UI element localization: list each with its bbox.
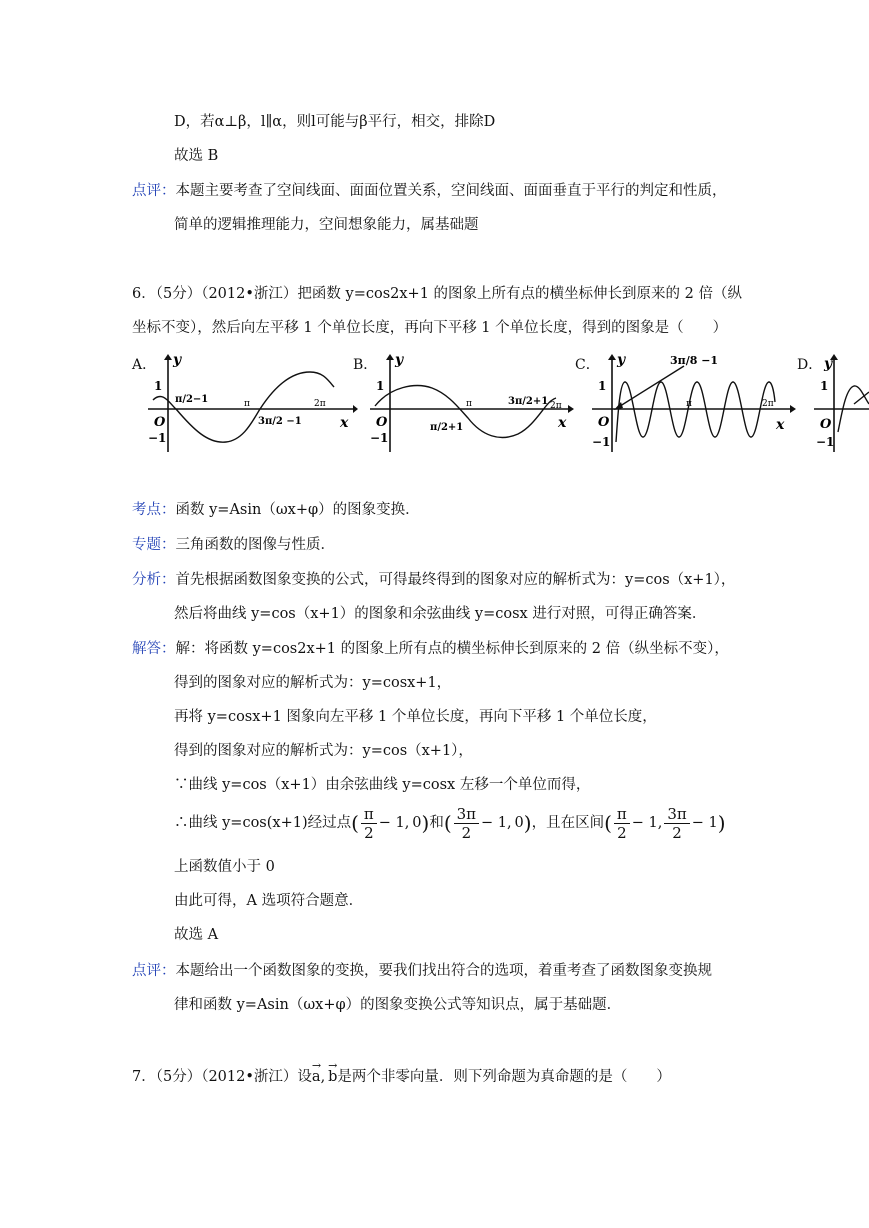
- a-origin-label: O: [154, 415, 166, 430]
- dianping-text-2: 律和函数 y=Asin（ωx+φ）的图象变换公式等知识点，属于基础题．: [174, 997, 622, 1013]
- c-tick-1: 3π/8 −1: [670, 354, 719, 367]
- b-x-label: x: [558, 415, 567, 431]
- a-x-label: x: [340, 415, 349, 431]
- jieda-tag: 解答：: [132, 641, 176, 657]
- frac-pi-over-2: $\frac{\pi}{2}$: [361, 805, 377, 842]
- jieda-formula-c: ，且在区间: [531, 815, 605, 831]
- review-line-2: 简单的逻辑推理能力，空间想象能力，属基础题: [174, 217, 479, 233]
- review-line-1: 本题主要考查了空间线面、面面位置关系，空间线面、面面垂直于平行的判定和性质，: [175, 183, 727, 199]
- jieda-line: [132, 639, 729, 659]
- option-a-label[interactable]: A．: [132, 357, 157, 373]
- a-tick-3: 3π/2 −1: [258, 416, 302, 427]
- review-tag: 点评：: [132, 183, 176, 199]
- dianping-tag: 点评：: [132, 963, 176, 979]
- a-tick-1: π/2−1: [175, 394, 209, 405]
- jieda-text-5: ∵曲线 y=cos（x+1）由余弦曲线 y=cosx 左移一个单位而得，: [174, 777, 591, 793]
- jieda-text-1: 解：将函数 y=cos2x+1 的图象上所有点的横坐标伸长到原来的 2 倍（纵坐标不变），: [175, 641, 729, 657]
- kaodian-line: [132, 500, 420, 520]
- frac-pi-over-2-interval: $\frac{\pi}{2}$: [614, 805, 630, 842]
- d-origin-label: O: [820, 417, 832, 432]
- jieda-text-8: 由此可得，A 选项符合题意．: [174, 893, 364, 909]
- vector-a: → a: [312, 1067, 321, 1087]
- fenxi-text-1: 首先根据函数图象变换的公式，可得最终得到的图象对应的解析式为：y=cos（x+1），: [175, 572, 736, 588]
- vector-b: → b: [328, 1067, 337, 1087]
- d-one-label: 1: [820, 379, 829, 393]
- q6-stem-line-2: 坐标不变），然后向左平移 1 个单位长度，再向下平移 1 个单位长度，得到的图象是（ ）: [132, 320, 728, 336]
- a-y-label: y: [173, 352, 182, 368]
- c-x-label: x: [776, 417, 785, 433]
- option-b-label[interactable]: B．: [353, 357, 378, 373]
- prev-line-d: D，若α⊥β，l∥α，则l可能与β平行，相交，排除D: [174, 114, 496, 130]
- jieda-text-4: 得到的图象对应的解析式为：y=cos（x+1），: [174, 743, 473, 759]
- prev-review: [132, 181, 727, 201]
- b-y-label: y: [395, 352, 404, 368]
- b-one-label: 1: [376, 379, 385, 393]
- fenxi-line: [132, 570, 735, 590]
- prev-answer: 故选 B: [174, 148, 219, 164]
- b-tick-4: 2π: [550, 401, 562, 411]
- option-d-graph[interactable]: [814, 352, 869, 452]
- jieda-text-2: 得到的图象对应的解析式为：y=cosx+1，: [174, 675, 452, 691]
- a-tick-4: 2π: [314, 399, 326, 409]
- dianping-text-1: 本题给出一个函数图象的变换，要我们找出符合的选项，着重考查了函数图象变换规: [175, 963, 712, 979]
- b-tick-1: π/2+1: [430, 422, 464, 433]
- b-tick-3: 3π/2+1: [508, 396, 549, 407]
- jieda-text-9: 故选 A: [174, 927, 219, 943]
- a-tick-2: π: [244, 399, 250, 409]
- option-a-graph[interactable]: [148, 352, 358, 452]
- d-neg-one-label: −1: [816, 435, 835, 449]
- c-tick-2: π: [686, 399, 692, 409]
- frac-3pi-over-2: $\frac{3\pi}{2}$: [454, 805, 479, 842]
- kaodian-tag: 考点：: [132, 502, 176, 518]
- d-y-label: y: [824, 356, 833, 372]
- zhuanti-text: 三角函数的图像与性质．: [175, 537, 335, 553]
- c-neg-one-label: −1: [592, 435, 611, 449]
- q7-stem: 7．（5分）（2012•浙江）设→ a, → b是两个非零向量．则下列命题为真命题的是（ ）: [132, 1067, 671, 1087]
- option-c-graph[interactable]: [592, 352, 802, 452]
- zhuanti-line: [132, 535, 335, 555]
- a-neg-one-label: −1: [148, 431, 167, 445]
- b-origin-label: O: [376, 415, 388, 430]
- jieda-formula-b: 和: [429, 815, 444, 831]
- a-one-label: 1: [154, 379, 163, 393]
- jieda-text-3: 再将 y=cosx+1 图象向左平移 1 个单位长度，再向下平移 1 个单位长度，: [174, 709, 657, 725]
- option-b-graph[interactable]: [370, 352, 580, 452]
- c-tick-4: 2π: [762, 399, 774, 409]
- c-one-label: 1: [598, 379, 607, 393]
- b-tick-2: π: [466, 399, 472, 409]
- jieda-text-7: 上函数值小于 0: [174, 859, 275, 875]
- frac-3pi-over-2-interval: $\frac{3\pi}{2}$: [664, 805, 689, 842]
- jieda-formula-a: ∴曲线 y=cos(x+1)经过点: [174, 815, 352, 831]
- kaodian-text: 函数 y=Asin（ωx+φ）的图象变换．: [175, 502, 420, 518]
- q7-stem-b: 是两个非零向量．则下列命题为真命题的是（ ）: [337, 1069, 671, 1085]
- dianping-line: [132, 961, 712, 981]
- fenxi-tag: 分析：: [132, 572, 176, 588]
- option-d-label[interactable]: D．: [797, 357, 823, 373]
- jieda-formula-line: ∴曲线 y=cos(x+1)经过点( $\frac{\pi}{2}$ − 1, 0)和( $\frac{3\pi}{2}$ − 1, 0)，且在区间( $\frac{\pi}{2}$ − 1, $\frac{3\pi}{2}$ − 1): [174, 804, 726, 842]
- b-neg-one-label: −1: [370, 431, 389, 445]
- q6-stem-line-1: 6．（5分）（2012•浙江）把函数 y=cos2x+1 的图象上所有点的横坐标伸长到原来的 2 倍（纵: [132, 286, 742, 302]
- c-origin-label: O: [598, 415, 610, 430]
- zhuanti-tag: 专题：: [132, 537, 176, 553]
- fenxi-text-2: 然后将曲线 y=cos（x+1）的图象和余弦曲线 y=cosx 进行对照，可得正确答案．: [174, 606, 707, 622]
- c-y-label: y: [617, 352, 626, 368]
- q7-stem-a: 7．（5分）（2012•浙江）设: [132, 1069, 312, 1085]
- option-c-label[interactable]: C．: [575, 357, 600, 373]
